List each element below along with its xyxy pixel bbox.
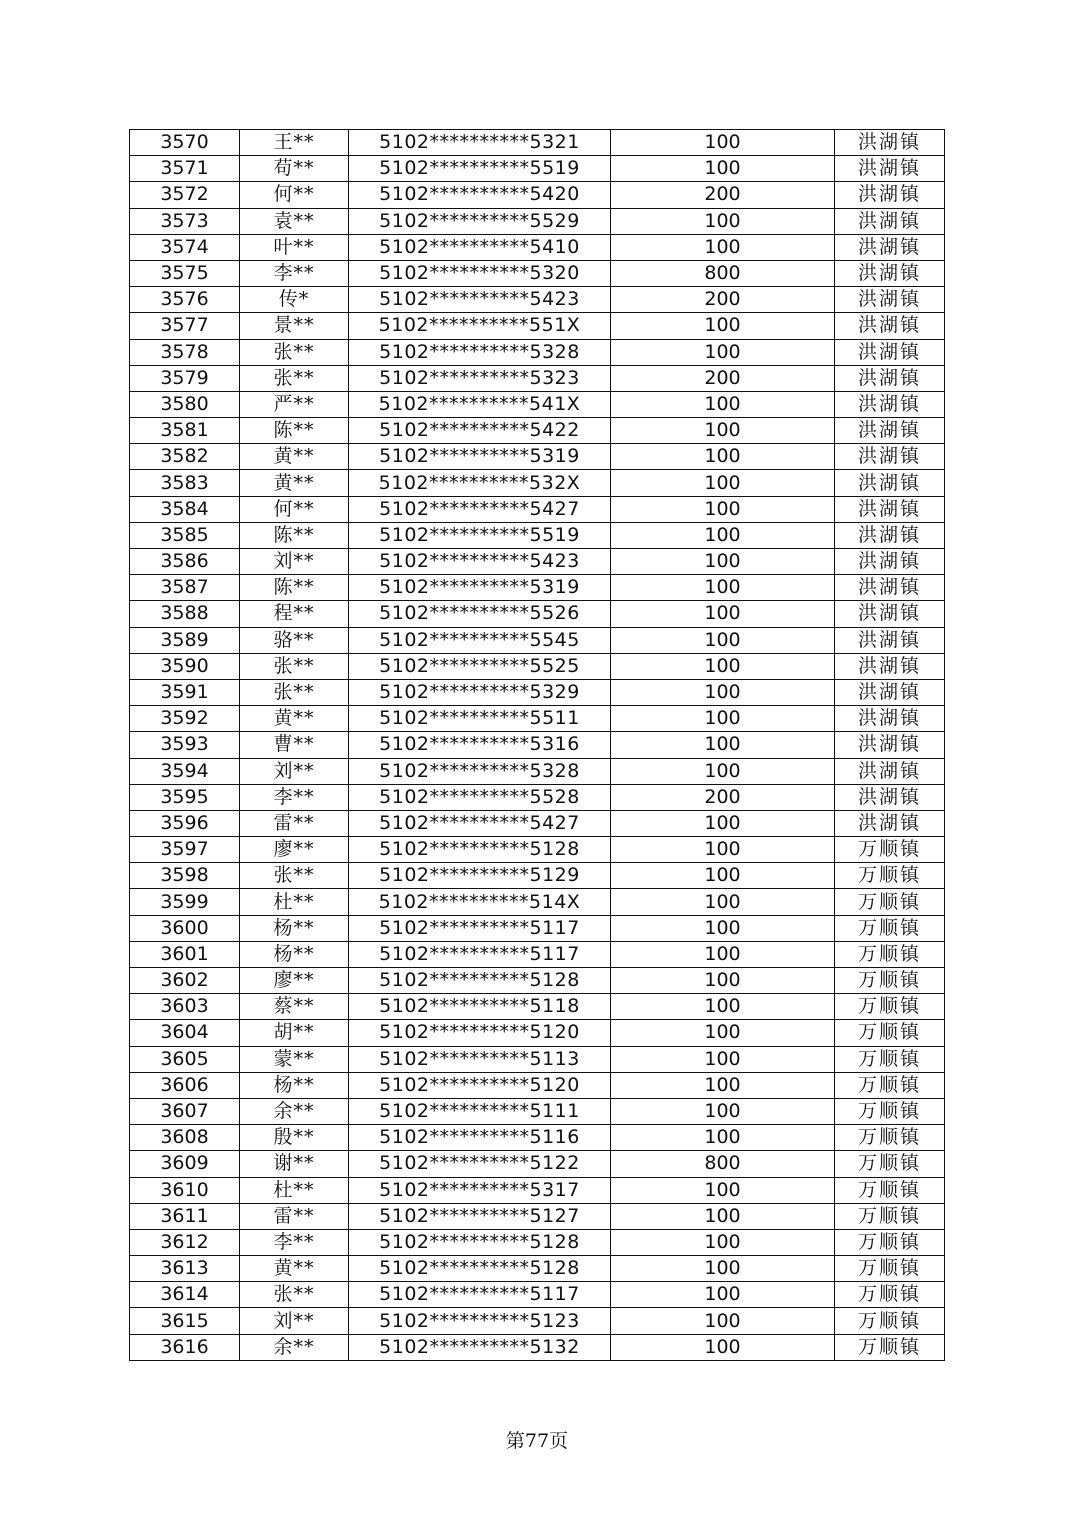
- amount-cell: 100: [611, 706, 835, 732]
- amount-cell: 100: [611, 575, 835, 601]
- town-cell: 洪湖镇: [835, 470, 945, 496]
- amount-cell: 100: [611, 1229, 835, 1255]
- person-name-cell: 杜**: [240, 1177, 349, 1203]
- row-number-cell: 3573: [130, 208, 240, 234]
- id-number-cell: 5102**********5423: [349, 287, 611, 313]
- table-row: [130, 287, 945, 313]
- row-number-cell: 3586: [130, 549, 240, 575]
- person-name-cell: 刘**: [240, 758, 349, 784]
- table-row: [130, 732, 945, 758]
- table-row: [130, 1282, 945, 1308]
- table-row: [130, 679, 945, 705]
- person-name-cell: 谢**: [240, 1151, 349, 1177]
- person-name-cell: 何**: [240, 182, 349, 208]
- amount-cell: 100: [611, 1177, 835, 1203]
- table-row: [130, 339, 945, 365]
- amount-cell: 200: [611, 182, 835, 208]
- person-name-cell: 杨**: [240, 941, 349, 967]
- id-number-cell: 5102**********5128: [349, 968, 611, 994]
- table-row: [130, 1203, 945, 1229]
- id-number-cell: 5102**********5117: [349, 915, 611, 941]
- person-name-cell: 张**: [240, 679, 349, 705]
- row-number-cell: 3588: [130, 601, 240, 627]
- row-number-cell: 3572: [130, 182, 240, 208]
- town-cell: 万顺镇: [835, 1229, 945, 1255]
- town-cell: 洪湖镇: [835, 156, 945, 182]
- table-row: [130, 653, 945, 679]
- person-name-cell: 杜**: [240, 889, 349, 915]
- amount-cell: 800: [611, 260, 835, 286]
- row-number-cell: 3595: [130, 784, 240, 810]
- row-number-cell: 3576: [130, 287, 240, 313]
- id-number-cell: 5102**********5317: [349, 1177, 611, 1203]
- table-row: [130, 1125, 945, 1151]
- row-number-cell: 3607: [130, 1098, 240, 1124]
- town-cell: 洪湖镇: [835, 339, 945, 365]
- person-name-cell: 张**: [240, 1282, 349, 1308]
- row-number-cell: 3581: [130, 418, 240, 444]
- amount-cell: 100: [611, 915, 835, 941]
- amount-cell: 100: [611, 1282, 835, 1308]
- amount-cell: 100: [611, 130, 835, 156]
- person-name-cell: 胡**: [240, 1020, 349, 1046]
- person-name-cell: 刘**: [240, 1308, 349, 1334]
- id-number-cell: 5102**********5122: [349, 1151, 611, 1177]
- person-name-cell: 黄**: [240, 706, 349, 732]
- amount-cell: 100: [611, 1072, 835, 1098]
- amount-cell: 100: [611, 810, 835, 836]
- town-cell: 万顺镇: [835, 941, 945, 967]
- table-row: [130, 549, 945, 575]
- id-number-cell: 5102**********5427: [349, 810, 611, 836]
- row-number-cell: 3604: [130, 1020, 240, 1046]
- table-row: [130, 418, 945, 444]
- id-number-cell: 5102**********5328: [349, 758, 611, 784]
- row-number-cell: 3609: [130, 1151, 240, 1177]
- person-name-cell: 景**: [240, 313, 349, 339]
- table-row: [130, 260, 945, 286]
- table-row: [130, 994, 945, 1020]
- row-number-cell: 3594: [130, 758, 240, 784]
- row-number-cell: 3608: [130, 1125, 240, 1151]
- person-name-cell: 叶**: [240, 234, 349, 260]
- id-number-cell: 5102**********5525: [349, 653, 611, 679]
- amount-cell: 200: [611, 784, 835, 810]
- person-name-cell: 殷**: [240, 1125, 349, 1151]
- table-row: [130, 1151, 945, 1177]
- table-row: [130, 208, 945, 234]
- person-name-cell: 陈**: [240, 522, 349, 548]
- id-number-cell: 5102**********541X: [349, 391, 611, 417]
- table-row: [130, 1020, 945, 1046]
- table-row: [130, 1229, 945, 1255]
- row-number-cell: 3580: [130, 391, 240, 417]
- person-name-cell: 张**: [240, 863, 349, 889]
- amount-cell: 100: [611, 496, 835, 522]
- amount-cell: 100: [611, 1098, 835, 1124]
- id-number-cell: 5102**********5111: [349, 1098, 611, 1124]
- amount-cell: 100: [611, 601, 835, 627]
- roster-table: [129, 129, 945, 1361]
- town-cell: 洪湖镇: [835, 601, 945, 627]
- id-number-cell: 5102**********5321: [349, 130, 611, 156]
- person-name-cell: 严**: [240, 391, 349, 417]
- row-number-cell: 3574: [130, 234, 240, 260]
- person-name-cell: 黄**: [240, 444, 349, 470]
- row-number-cell: 3583: [130, 470, 240, 496]
- row-number-cell: 3612: [130, 1229, 240, 1255]
- town-cell: 万顺镇: [835, 837, 945, 863]
- table-row: [130, 601, 945, 627]
- table-row: [130, 837, 945, 863]
- table-row: [130, 863, 945, 889]
- amount-cell: 100: [611, 732, 835, 758]
- table-row: [130, 915, 945, 941]
- person-name-cell: 黄**: [240, 1256, 349, 1282]
- amount-cell: 100: [611, 156, 835, 182]
- person-name-cell: 张**: [240, 339, 349, 365]
- amount-cell: 100: [611, 968, 835, 994]
- id-number-cell: 5102**********5511: [349, 706, 611, 732]
- amount-cell: 100: [611, 313, 835, 339]
- row-number-cell: 3600: [130, 915, 240, 941]
- person-name-cell: 雷**: [240, 1203, 349, 1229]
- table-row: [130, 391, 945, 417]
- town-cell: 洪湖镇: [835, 260, 945, 286]
- table-row: [130, 496, 945, 522]
- amount-cell: 100: [611, 889, 835, 915]
- town-cell: 洪湖镇: [835, 679, 945, 705]
- id-number-cell: 5102**********5117: [349, 941, 611, 967]
- roster-body: [130, 130, 945, 1361]
- row-number-cell: 3579: [130, 365, 240, 391]
- town-cell: 万顺镇: [835, 915, 945, 941]
- amount-cell: 100: [611, 470, 835, 496]
- table-row: [130, 182, 945, 208]
- id-number-cell: 5102**********5129: [349, 863, 611, 889]
- town-cell: 洪湖镇: [835, 549, 945, 575]
- id-number-cell: 5102**********5123: [349, 1308, 611, 1334]
- town-cell: 万顺镇: [835, 1282, 945, 1308]
- town-cell: 洪湖镇: [835, 313, 945, 339]
- table-row: [130, 968, 945, 994]
- town-cell: 洪湖镇: [835, 784, 945, 810]
- id-number-cell: 5102**********5128: [349, 837, 611, 863]
- town-cell: 洪湖镇: [835, 182, 945, 208]
- town-cell: 洪湖镇: [835, 365, 945, 391]
- person-name-cell: 陈**: [240, 418, 349, 444]
- id-number-cell: 5102**********551X: [349, 313, 611, 339]
- person-name-cell: 余**: [240, 1098, 349, 1124]
- id-number-cell: 5102**********5526: [349, 601, 611, 627]
- amount-cell: 800: [611, 1151, 835, 1177]
- row-number-cell: 3593: [130, 732, 240, 758]
- town-cell: 洪湖镇: [835, 391, 945, 417]
- row-number-cell: 3599: [130, 889, 240, 915]
- id-number-cell: 5102**********5117: [349, 1282, 611, 1308]
- person-name-cell: 张**: [240, 365, 349, 391]
- row-number-cell: 3589: [130, 627, 240, 653]
- id-number-cell: 5102**********5422: [349, 418, 611, 444]
- table-row: [130, 365, 945, 391]
- id-number-cell: 5102**********5423: [349, 549, 611, 575]
- amount-cell: 100: [611, 653, 835, 679]
- row-number-cell: 3587: [130, 575, 240, 601]
- amount-cell: 100: [611, 1334, 835, 1360]
- amount-cell: 100: [611, 863, 835, 889]
- town-cell: 洪湖镇: [835, 234, 945, 260]
- id-number-cell: 5102**********514X: [349, 889, 611, 915]
- row-number-cell: 3615: [130, 1308, 240, 1334]
- id-number-cell: 5102**********5519: [349, 156, 611, 182]
- town-cell: 万顺镇: [835, 1151, 945, 1177]
- row-number-cell: 3585: [130, 522, 240, 548]
- town-cell: 洪湖镇: [835, 287, 945, 313]
- row-number-cell: 3597: [130, 837, 240, 863]
- town-cell: 洪湖镇: [835, 706, 945, 732]
- amount-cell: 100: [611, 758, 835, 784]
- amount-cell: 100: [611, 941, 835, 967]
- row-number-cell: 3591: [130, 679, 240, 705]
- row-number-cell: 3584: [130, 496, 240, 522]
- person-name-cell: 程**: [240, 601, 349, 627]
- table-row: [130, 1072, 945, 1098]
- page-number: 第77页: [505, 1430, 569, 1452]
- amount-cell: 100: [611, 444, 835, 470]
- person-name-cell: 蔡**: [240, 994, 349, 1020]
- person-name-cell: 苟**: [240, 156, 349, 182]
- table-row: [130, 234, 945, 260]
- person-name-cell: 杨**: [240, 1072, 349, 1098]
- amount-cell: 100: [611, 234, 835, 260]
- id-number-cell: 5102**********5427: [349, 496, 611, 522]
- id-number-cell: 5102**********5128: [349, 1229, 611, 1255]
- amount-cell: 100: [611, 1308, 835, 1334]
- amount-cell: 100: [611, 679, 835, 705]
- row-number-cell: 3613: [130, 1256, 240, 1282]
- table-row: [130, 889, 945, 915]
- person-name-cell: 袁**: [240, 208, 349, 234]
- row-number-cell: 3575: [130, 260, 240, 286]
- table-row: [130, 810, 945, 836]
- town-cell: 万顺镇: [835, 994, 945, 1020]
- amount-cell: 100: [611, 1203, 835, 1229]
- town-cell: 万顺镇: [835, 1020, 945, 1046]
- amount-cell: 100: [611, 1020, 835, 1046]
- table-row: [130, 130, 945, 156]
- row-number-cell: 3570: [130, 130, 240, 156]
- id-number-cell: 5102**********5316: [349, 732, 611, 758]
- table-row: [130, 522, 945, 548]
- row-number-cell: 3611: [130, 1203, 240, 1229]
- id-number-cell: 5102**********5420: [349, 182, 611, 208]
- person-name-cell: 余**: [240, 1334, 349, 1360]
- table-row: [130, 1308, 945, 1334]
- town-cell: 万顺镇: [835, 1046, 945, 1072]
- person-name-cell: 骆**: [240, 627, 349, 653]
- town-cell: 洪湖镇: [835, 575, 945, 601]
- person-name-cell: 王**: [240, 130, 349, 156]
- town-cell: 万顺镇: [835, 863, 945, 889]
- row-number-cell: 3610: [130, 1177, 240, 1203]
- person-name-cell: 杨**: [240, 915, 349, 941]
- row-number-cell: 3598: [130, 863, 240, 889]
- table-row: [130, 1177, 945, 1203]
- town-cell: 万顺镇: [835, 1203, 945, 1229]
- table-row: [130, 784, 945, 810]
- row-number-cell: 3590: [130, 653, 240, 679]
- town-cell: 洪湖镇: [835, 732, 945, 758]
- amount-cell: 100: [611, 1256, 835, 1282]
- table-row: [130, 156, 945, 182]
- town-cell: 洪湖镇: [835, 627, 945, 653]
- id-number-cell: 5102**********5528: [349, 784, 611, 810]
- id-number-cell: 5102**********5319: [349, 444, 611, 470]
- amount-cell: 100: [611, 522, 835, 548]
- town-cell: 洪湖镇: [835, 208, 945, 234]
- amount-cell: 200: [611, 365, 835, 391]
- amount-cell: 100: [611, 994, 835, 1020]
- row-number-cell: 3582: [130, 444, 240, 470]
- table-row: [130, 1334, 945, 1360]
- id-number-cell: 5102**********5120: [349, 1072, 611, 1098]
- town-cell: 洪湖镇: [835, 758, 945, 784]
- town-cell: 万顺镇: [835, 1125, 945, 1151]
- id-number-cell: 5102**********5529: [349, 208, 611, 234]
- id-number-cell: 5102**********5323: [349, 365, 611, 391]
- town-cell: 万顺镇: [835, 1098, 945, 1124]
- town-cell: 万顺镇: [835, 1308, 945, 1334]
- row-number-cell: 3601: [130, 941, 240, 967]
- row-number-cell: 3603: [130, 994, 240, 1020]
- town-cell: 洪湖镇: [835, 444, 945, 470]
- person-name-cell: 黄**: [240, 470, 349, 496]
- amount-cell: 100: [611, 837, 835, 863]
- person-name-cell: 李**: [240, 784, 349, 810]
- town-cell: 万顺镇: [835, 1177, 945, 1203]
- table-row: [130, 470, 945, 496]
- table-row: [130, 1098, 945, 1124]
- person-name-cell: 李**: [240, 1229, 349, 1255]
- person-name-cell: 蒙**: [240, 1046, 349, 1072]
- table-row: [130, 758, 945, 784]
- amount-cell: 100: [611, 549, 835, 575]
- table-row: [130, 1046, 945, 1072]
- row-number-cell: 3596: [130, 810, 240, 836]
- id-number-cell: 5102**********5410: [349, 234, 611, 260]
- town-cell: 洪湖镇: [835, 653, 945, 679]
- table-row: [130, 444, 945, 470]
- town-cell: 洪湖镇: [835, 130, 945, 156]
- person-name-cell: 传*: [240, 287, 349, 313]
- person-name-cell: 曹**: [240, 732, 349, 758]
- table-row: [130, 313, 945, 339]
- town-cell: 万顺镇: [835, 889, 945, 915]
- town-cell: 万顺镇: [835, 1334, 945, 1360]
- id-number-cell: 5102**********5328: [349, 339, 611, 365]
- person-name-cell: 张**: [240, 653, 349, 679]
- person-name-cell: 廖**: [240, 968, 349, 994]
- town-cell: 洪湖镇: [835, 522, 945, 548]
- id-number-cell: 5102**********5320: [349, 260, 611, 286]
- town-cell: 洪湖镇: [835, 418, 945, 444]
- amount-cell: 200: [611, 287, 835, 313]
- id-number-cell: 5102**********5120: [349, 1020, 611, 1046]
- person-name-cell: 李**: [240, 260, 349, 286]
- town-cell: 洪湖镇: [835, 496, 945, 522]
- amount-cell: 100: [611, 627, 835, 653]
- row-number-cell: 3616: [130, 1334, 240, 1360]
- town-cell: 万顺镇: [835, 968, 945, 994]
- row-number-cell: 3578: [130, 339, 240, 365]
- id-number-cell: 5102**********5128: [349, 1256, 611, 1282]
- id-number-cell: 5102**********5132: [349, 1334, 611, 1360]
- table-row: [130, 627, 945, 653]
- amount-cell: 100: [611, 1046, 835, 1072]
- person-name-cell: 雷**: [240, 810, 349, 836]
- town-cell: 万顺镇: [835, 1256, 945, 1282]
- town-cell: 万顺镇: [835, 1072, 945, 1098]
- amount-cell: 100: [611, 418, 835, 444]
- row-number-cell: 3602: [130, 968, 240, 994]
- table-row: [130, 575, 945, 601]
- amount-cell: 100: [611, 1125, 835, 1151]
- person-name-cell: 何**: [240, 496, 349, 522]
- amount-cell: 100: [611, 208, 835, 234]
- row-number-cell: 3571: [130, 156, 240, 182]
- table-row: [130, 706, 945, 732]
- id-number-cell: 5102**********5113: [349, 1046, 611, 1072]
- id-number-cell: 5102**********5127: [349, 1203, 611, 1229]
- row-number-cell: 3606: [130, 1072, 240, 1098]
- id-number-cell: 5102**********5118: [349, 994, 611, 1020]
- row-number-cell: 3614: [130, 1282, 240, 1308]
- id-number-cell: 5102**********5319: [349, 575, 611, 601]
- person-name-cell: 廖**: [240, 837, 349, 863]
- id-number-cell: 5102**********5329: [349, 679, 611, 705]
- row-number-cell: 3605: [130, 1046, 240, 1072]
- id-number-cell: 5102**********5116: [349, 1125, 611, 1151]
- id-number-cell: 5102**********5545: [349, 627, 611, 653]
- person-name-cell: 陈**: [240, 575, 349, 601]
- row-number-cell: 3577: [130, 313, 240, 339]
- town-cell: 洪湖镇: [835, 810, 945, 836]
- amount-cell: 100: [611, 391, 835, 417]
- row-number-cell: 3592: [130, 706, 240, 732]
- amount-cell: 100: [611, 339, 835, 365]
- id-number-cell: 5102**********5519: [349, 522, 611, 548]
- id-number-cell: 5102**********532X: [349, 470, 611, 496]
- person-name-cell: 刘**: [240, 549, 349, 575]
- table-row: [130, 941, 945, 967]
- table-row: [130, 1256, 945, 1282]
